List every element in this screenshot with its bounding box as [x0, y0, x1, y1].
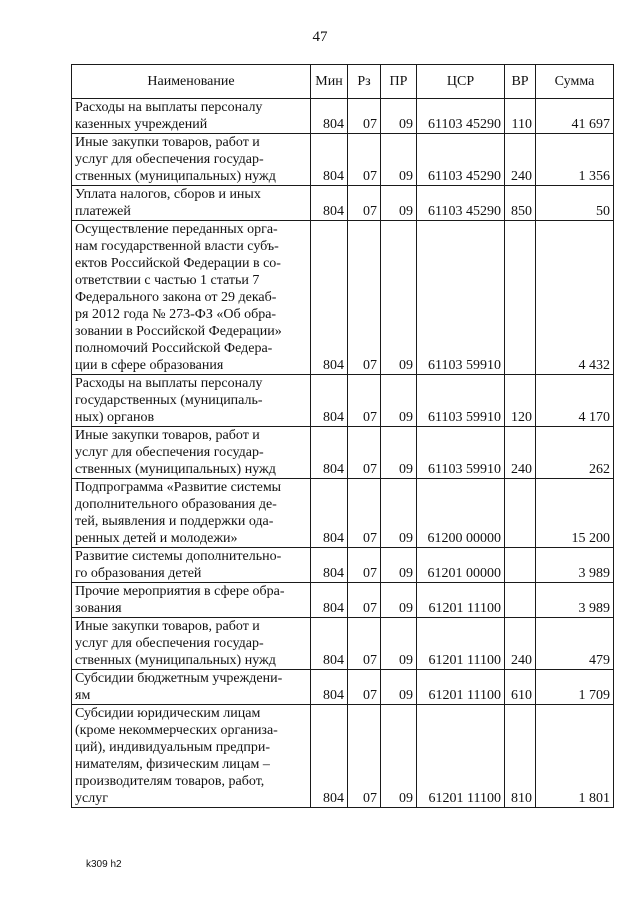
cell-pr: 09 — [381, 548, 417, 583]
cell-min: 804 — [311, 548, 348, 583]
header-name: Наименование — [72, 65, 311, 99]
header-rz: Рз — [348, 65, 381, 99]
cell-sum: 1 356 — [536, 134, 614, 186]
cell-sum: 50 — [536, 186, 614, 221]
cell-min: 804 — [311, 705, 348, 808]
table-row — [72, 548, 614, 583]
cell-sum: 262 — [536, 427, 614, 479]
cell-name: Подпрограмма «Развитие системы дополнительного образования де- тей, выявления и поддержки ода- ренных детей и молодежи» — [72, 479, 311, 548]
cell-sum: 1 709 — [536, 670, 614, 705]
cell-rz: 07 — [348, 548, 381, 583]
cell-vr: 850 — [505, 186, 536, 221]
cell-pr: 09 — [381, 221, 417, 375]
cell-name: Расходы на выплаты персоналу казенных учреждений — [72, 99, 311, 134]
cell-sum: 1 801 — [536, 705, 614, 808]
header-sum: Сумма — [536, 65, 614, 99]
cell-pr: 09 — [381, 618, 417, 670]
cell-pr: 09 — [381, 186, 417, 221]
cell-sum: 4 432 — [536, 221, 614, 375]
cell-csr: 61201 11100 — [417, 670, 505, 705]
cell-name: Расходы на выплаты персоналу государственных (муниципаль- ных) органов — [72, 375, 311, 427]
cell-vr: 120 — [505, 375, 536, 427]
footer-code: k309 h2 — [86, 859, 122, 870]
cell-min: 804 — [311, 618, 348, 670]
cell-min: 804 — [311, 99, 348, 134]
cell-rz: 07 — [348, 134, 381, 186]
budget-table — [71, 64, 614, 808]
header-pr: ПР — [381, 65, 417, 99]
cell-csr: 61103 45290 — [417, 99, 505, 134]
cell-vr: 240 — [505, 134, 536, 186]
cell-sum: 479 — [536, 618, 614, 670]
table-row — [72, 670, 614, 705]
cell-min: 804 — [311, 375, 348, 427]
cell-sum: 41 697 — [536, 99, 614, 134]
cell-pr: 09 — [381, 670, 417, 705]
cell-name: Иные закупки товаров, работ и услуг для обеспечения государ- ственных (муниципальных) нужд — [72, 427, 311, 479]
cell-csr: 61200 00000 — [417, 479, 505, 548]
cell-rz: 07 — [348, 186, 381, 221]
cell-min: 804 — [311, 221, 348, 375]
cell-name: Субсидии бюджетным учреждени- ям — [72, 670, 311, 705]
cell-pr: 09 — [381, 134, 417, 186]
cell-rz: 07 — [348, 221, 381, 375]
table-row — [72, 705, 614, 808]
cell-csr: 61201 11100 — [417, 705, 505, 808]
cell-vr: 240 — [505, 618, 536, 670]
header-vr: ВР — [505, 65, 536, 99]
cell-vr — [505, 583, 536, 618]
cell-csr: 61201 11100 — [417, 583, 505, 618]
cell-min: 804 — [311, 134, 348, 186]
cell-name: Развитие системы дополнительно- го образования детей — [72, 548, 311, 583]
cell-pr: 09 — [381, 479, 417, 548]
cell-min: 804 — [311, 427, 348, 479]
cell-vr — [505, 548, 536, 583]
cell-csr: 61103 45290 — [417, 186, 505, 221]
table-body — [72, 99, 614, 808]
cell-name: Уплата налогов, сборов и иных платежей — [72, 186, 311, 221]
table-row — [72, 99, 614, 134]
table-row — [72, 479, 614, 548]
header-min: Мин — [311, 65, 348, 99]
cell-name: Прочие мероприятия в сфере обра- зования — [72, 583, 311, 618]
cell-csr: 61103 59910 — [417, 221, 505, 375]
table-row — [72, 583, 614, 618]
cell-vr: 610 — [505, 670, 536, 705]
cell-pr: 09 — [381, 583, 417, 618]
cell-sum: 3 989 — [536, 583, 614, 618]
cell-sum: 4 170 — [536, 375, 614, 427]
cell-vr: 110 — [505, 99, 536, 134]
table-header-row — [72, 65, 614, 99]
table-row — [72, 221, 614, 375]
cell-min: 804 — [311, 670, 348, 705]
cell-min: 804 — [311, 186, 348, 221]
cell-rz: 07 — [348, 427, 381, 479]
cell-rz: 07 — [348, 583, 381, 618]
cell-name: Иные закупки товаров, работ и услуг для обеспечения государ- ственных (муниципальных) нужд — [72, 134, 311, 186]
cell-min: 804 — [311, 479, 348, 548]
cell-name: Субсидии юридическим лицам (кроме некоммерческих организа- ций), индивидуальным предпри- нимателям, физическим лицам – производителям товаров, работ, услуг — [72, 705, 311, 808]
cell-vr: 810 — [505, 705, 536, 808]
cell-csr: 61103 59910 — [417, 427, 505, 479]
cell-rz: 07 — [348, 99, 381, 134]
table-row — [72, 186, 614, 221]
cell-sum: 3 989 — [536, 548, 614, 583]
table-row — [72, 427, 614, 479]
cell-rz: 07 — [348, 618, 381, 670]
cell-vr: 240 — [505, 427, 536, 479]
cell-vr — [505, 221, 536, 375]
cell-pr: 09 — [381, 705, 417, 808]
cell-csr: 61103 45290 — [417, 134, 505, 186]
cell-sum: 15 200 — [536, 479, 614, 548]
header-csr: ЦСР — [417, 65, 505, 99]
table-row — [72, 375, 614, 427]
page-number: 47 — [312, 29, 328, 45]
table-row — [72, 618, 614, 670]
table-row — [72, 134, 614, 186]
cell-min: 804 — [311, 583, 348, 618]
cell-rz: 07 — [348, 705, 381, 808]
cell-pr: 09 — [381, 375, 417, 427]
cell-csr: 61201 00000 — [417, 548, 505, 583]
cell-csr: 61201 11100 — [417, 618, 505, 670]
cell-name: Осуществление переданных орга- нам государственной власти субъ- ектов Российской Федерации в со- ответствии с частью 1 статьи 7 Федерального закона от 29 декаб- ря 2012 года № 273-ФЗ «Об обра- зовании в Российской Федерации» полномочий Российской Федера- ции в сфере образования — [72, 221, 311, 375]
cell-rz: 07 — [348, 375, 381, 427]
cell-rz: 07 — [348, 670, 381, 705]
cell-vr — [505, 479, 536, 548]
cell-rz: 07 — [348, 479, 381, 548]
cell-csr: 61103 59910 — [417, 375, 505, 427]
cell-pr: 09 — [381, 99, 417, 134]
cell-pr: 09 — [381, 427, 417, 479]
cell-name: Иные закупки товаров, работ и услуг для обеспечения государ- ственных (муниципальных) нужд — [72, 618, 311, 670]
